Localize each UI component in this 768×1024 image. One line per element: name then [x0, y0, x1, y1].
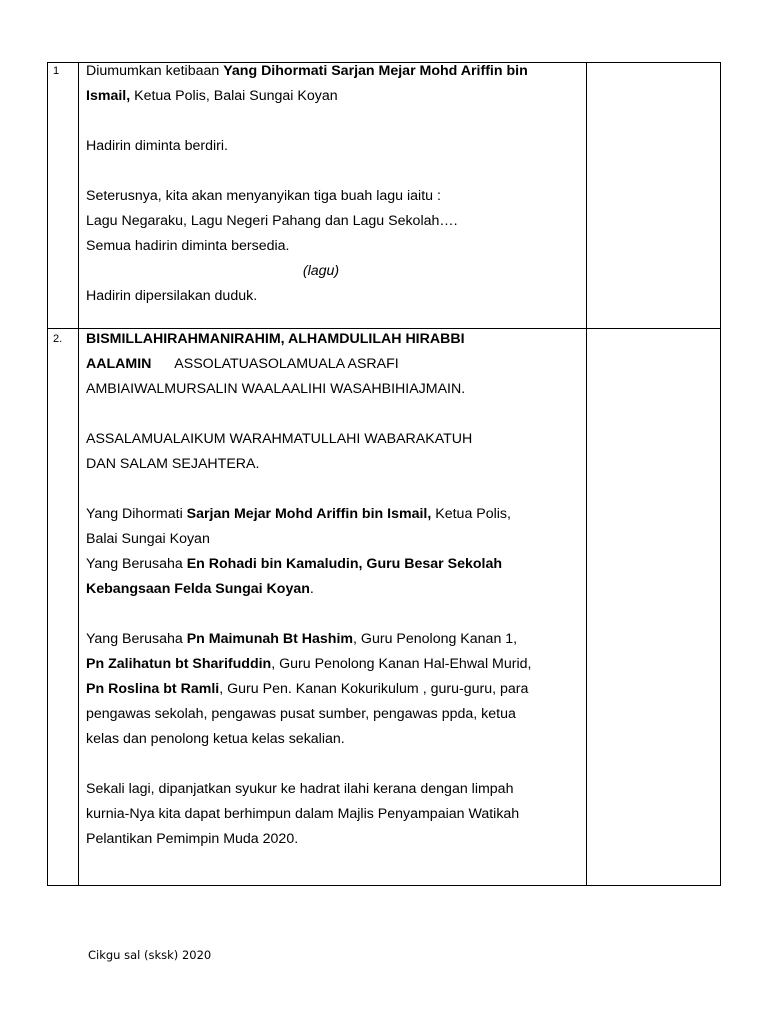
row-content — [86, 327, 556, 852]
row-number: 1 — [53, 65, 60, 77]
text-line — [86, 259, 556, 284]
text-span: pengawas sekolah, pengawas pusat sumber, pengawas ppda, ketua — [86, 706, 516, 722]
row-number: 2. — [53, 333, 63, 345]
text-line — [86, 802, 556, 827]
text-span: , Guru Penolong Kanan 1, — [353, 631, 518, 647]
bold-text: Pn Zalihatun bt Sharifuddin — [86, 656, 272, 672]
text-line — [86, 652, 556, 677]
text-span: Ketua Polis, — [431, 506, 511, 522]
text-line — [86, 209, 556, 234]
page-footer: Cikgu sal (sksk) 2020 — [88, 948, 212, 962]
table-border-right — [720, 62, 721, 886]
text-span: ASSOLATUASOLAMUALA ASRAFI — [151, 356, 399, 372]
bold-text: En Rohadi bin Kamaludin, Guru Besar Sekolah — [186, 556, 503, 572]
bold-text: Pn Maimunah Bt Hashim — [186, 631, 354, 647]
bold-text: BISMILLAHIRAHMANIRAHIM, ALHAMDULILAH HIRABBI — [86, 331, 465, 347]
blank-line — [86, 159, 556, 184]
text-line — [86, 552, 556, 577]
text-line — [86, 727, 556, 752]
text-span: Lagu Negaraku, Lagu Negeri Pahang dan Lagu Sekolah…. — [86, 213, 458, 229]
text-line — [86, 327, 556, 352]
text-span: Yang Dihormati — [86, 506, 187, 522]
text-span: , Guru Penolong Kanan Hal-Ehwal Murid, — [271, 656, 532, 672]
text-line — [86, 777, 556, 802]
text-span: kelas dan penolong ketua kelas sekalian. — [86, 731, 345, 747]
text-span: Diumumkan ketibaan — [86, 63, 224, 79]
row-content — [86, 59, 556, 309]
text-span: Hadirin dipersilakan duduk. — [86, 288, 258, 304]
bold-text: AALAMIN — [86, 356, 152, 372]
text-line — [86, 702, 556, 727]
text-span: Semua hadirin diminta bersedia. — [86, 238, 290, 254]
table-border-left — [47, 62, 48, 886]
text-line — [86, 59, 556, 84]
table-border-bottom — [47, 885, 721, 886]
text-line — [86, 427, 556, 452]
text-line — [86, 627, 556, 652]
text-line — [86, 527, 556, 552]
text-line — [86, 184, 556, 209]
text-line — [86, 134, 556, 159]
blank-line — [86, 402, 556, 427]
text-span: (lagu) — [302, 263, 340, 279]
text-span: Hadirin diminta berdiri. — [86, 138, 228, 154]
text-line — [86, 352, 556, 377]
blank-line — [86, 477, 556, 502]
text-span: AMBIAIWALMURSALIN WAALAALIHI WASAHBIHIAJMAIN. — [86, 381, 466, 397]
text-span: Yang Berusaha — [86, 631, 187, 647]
bold-text: Pn Roslina bt Ramli — [86, 681, 220, 697]
bold-text: Kebangsaan Felda Sungai Koyan — [86, 581, 310, 597]
bold-text: Sarjan Mejar Mohd Ariffin bin Ismail, — [186, 506, 432, 522]
text-span: Sekali lagi, dipanjatkan syukur ke hadrat ilahi kerana dengan limpah — [86, 781, 514, 797]
script-table — [47, 62, 721, 886]
text-span: kurnia-Nya kita dapat berhimpun dalam Majlis Penyampaian Watikah — [86, 806, 520, 822]
text-line — [86, 452, 556, 477]
text-span: Ketua Polis, Balai Sungai Koyan — [130, 88, 338, 104]
column-divider-number — [78, 62, 79, 886]
text-line — [86, 677, 556, 702]
text-span: Pelantikan Pemimpin Muda 2020. — [86, 831, 299, 847]
text-line — [86, 84, 556, 109]
text-line — [86, 577, 556, 602]
text-line — [86, 284, 556, 309]
text-span: ASSALAMUALAIKUM WARAHMATULLAHI WABARAKATUH — [86, 431, 473, 447]
text-line — [86, 234, 556, 259]
text-span: DAN SALAM SEJAHTERA. — [86, 456, 260, 472]
column-divider-notes — [586, 62, 587, 886]
text-line — [86, 827, 556, 852]
text-span: Seterusnya, kita akan menyanyikan tiga buah lagu iaitu : — [86, 188, 441, 204]
bold-text: Ismail, — [86, 88, 131, 104]
blank-line — [86, 109, 556, 134]
text-span: Balai Sungai Koyan — [86, 531, 210, 547]
blank-line — [86, 752, 556, 777]
blank-line — [86, 602, 556, 627]
text-line — [86, 502, 556, 527]
bold-text: Yang Dihormati Sarjan Mejar Mohd Ariffin bin — [223, 63, 528, 79]
text-span: , Guru Pen. Kanan Kokurikulum , guru-guru, para — [219, 681, 529, 697]
text-line — [86, 377, 556, 402]
text-span: . — [309, 581, 314, 597]
text-span: Yang Berusaha — [86, 556, 187, 572]
